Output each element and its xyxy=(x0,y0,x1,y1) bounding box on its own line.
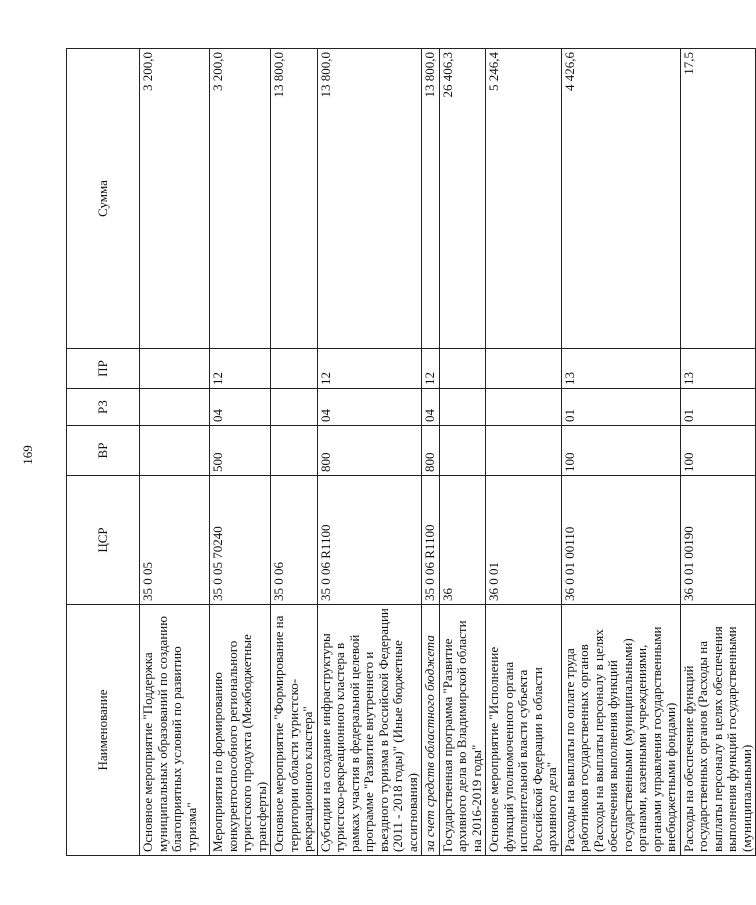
table-row xyxy=(317,49,422,856)
cell-csr: 35 0 05 xyxy=(140,476,210,605)
cell-vr: 500 xyxy=(210,426,271,476)
table-header-row xyxy=(67,49,140,856)
table-row xyxy=(486,49,562,856)
cell-rz: 04 xyxy=(210,389,271,426)
cell-sum: 3 200,0 xyxy=(210,49,271,349)
cell-pr: 12 xyxy=(317,349,422,389)
cell-name: Мероприятия по формированию конкурентоспособного регионального туристского продукта (Межбюджетные трансферты) xyxy=(210,605,271,856)
cell-sum: 13 800,0 xyxy=(271,49,318,349)
cell-sum: 17,5 xyxy=(680,49,756,349)
cell-vr: 100 xyxy=(680,426,756,476)
cell-sum: 4 426,6 xyxy=(561,49,680,349)
budget-table xyxy=(66,48,756,856)
cell-csr: 35 0 05 70240 xyxy=(210,476,271,605)
cell-pr: 12 xyxy=(422,349,440,389)
cell-rz xyxy=(486,389,562,426)
cell-vr xyxy=(140,426,210,476)
cell-pr xyxy=(140,349,210,389)
cell-csr: 35 0 06 R1100 xyxy=(422,476,440,605)
table-row xyxy=(271,49,318,856)
table-row xyxy=(680,49,756,856)
header-pr: ПР xyxy=(67,349,140,389)
header-vr: ВР xyxy=(67,426,140,476)
cell-name: Расходы на выплаты по оплате труда работников государственных органов (Расходы на выплаты персоналу в целях обеспечения выполнения функций государственными (муниципальными) органами, казенными учреждениями, органами управления государственными внебюджетными фондами) xyxy=(561,605,680,856)
table-row xyxy=(422,49,440,856)
cell-rz: 01 xyxy=(680,389,756,426)
cell-sum: 26 406,3 xyxy=(439,49,486,349)
cell-csr: 36 0 01 00110 xyxy=(561,476,680,605)
cell-pr xyxy=(271,349,318,389)
rotated-page-content xyxy=(66,49,754,856)
cell-name: Субсидии на создание инфраструктуры туристско-рекреационного кластера в рамках участия в федеральной целевой программе "Развитие внутреннего и въездного туризма в Российской Федерации (2011 - 2018 годы)" (Иные бюджетные ассигнования) xyxy=(317,605,422,856)
table-row xyxy=(140,49,210,856)
cell-csr: 36 0 01 xyxy=(486,476,562,605)
cell-name: Расходы на обеспечение функций государственных органов (Расходы на выплаты персоналу в целях обеспечения выполнения функций государственными (муниципальными) xyxy=(680,605,756,856)
cell-vr: 800 xyxy=(422,426,440,476)
cell-name: Основное мероприятие "Исполнение функций уполномоченного органа исполнительной власти субъекта Российской Федерации в области архивного дела" xyxy=(486,605,562,856)
cell-sum: 3 200,0 xyxy=(140,49,210,349)
cell-pr: 13 xyxy=(680,349,756,389)
cell-csr: 35 0 06 R1100 xyxy=(317,476,422,605)
cell-vr xyxy=(439,426,486,476)
header-csr: ЦСР xyxy=(67,476,140,605)
cell-vr xyxy=(486,426,562,476)
cell-csr: 36 xyxy=(439,476,486,605)
cell-vr: 800 xyxy=(317,426,422,476)
cell-sum: 13 800,0 xyxy=(317,49,422,349)
cell-pr xyxy=(486,349,562,389)
table-row xyxy=(210,49,271,856)
cell-rz: 04 xyxy=(317,389,422,426)
header-rz: РЗ xyxy=(67,389,140,426)
cell-rz xyxy=(140,389,210,426)
cell-name: Государственная программа "Развитие архивного дела во Владимирской области на 2016-2019 годы" xyxy=(439,605,486,856)
cell-pr: 13 xyxy=(561,349,680,389)
cell-vr: 100 xyxy=(561,426,680,476)
cell-vr xyxy=(271,426,318,476)
cell-rz xyxy=(439,389,486,426)
cell-sum: 13 800,0 xyxy=(422,49,440,349)
cell-name: Основное мероприятие "Формирование на территории области туристско-рекреационного кластера" xyxy=(271,605,318,856)
cell-name: за счет средств областного бюджета xyxy=(422,605,440,856)
cell-name: Основное мероприятие "Поддержка муниципальных образований по созданию благоприятных условий по развитию туризма" xyxy=(140,605,210,856)
header-name: Наименование xyxy=(67,605,140,856)
header-sum: Сумма xyxy=(67,49,140,349)
cell-pr: 12 xyxy=(210,349,271,389)
cell-sum: 5 246,4 xyxy=(486,49,562,349)
cell-csr: 35 0 06 xyxy=(271,476,318,605)
table-row xyxy=(439,49,486,856)
cell-rz xyxy=(271,389,318,426)
cell-pr xyxy=(439,349,486,389)
cell-rz: 04 xyxy=(422,389,440,426)
page-number: 169 xyxy=(20,445,35,465)
table-row xyxy=(561,49,680,856)
cell-csr: 36 0 01 00190 xyxy=(680,476,756,605)
cell-rz: 01 xyxy=(561,389,680,426)
